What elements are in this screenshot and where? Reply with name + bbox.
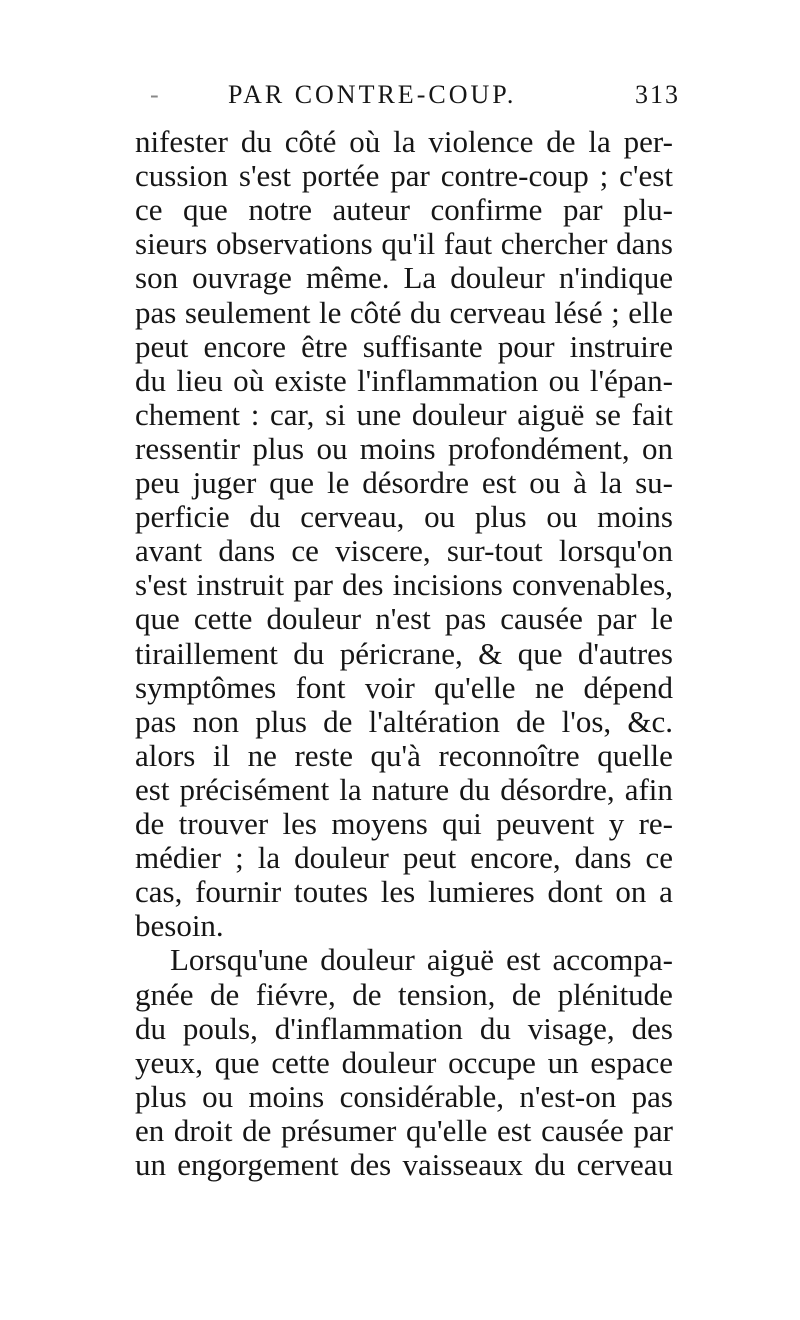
text-line: Lorsqu'une douleur aiguë est accompa- xyxy=(170,942,673,978)
text-line: chement : car, si une douleur aiguë se fait xyxy=(135,396,673,432)
text-line: est précisément la nature du désordre, afin xyxy=(135,771,673,807)
text-line: que cette douleur n'est pas causée par le xyxy=(135,601,673,637)
text-line: s'est instruit par des incisions convenables, xyxy=(135,567,673,603)
text-line: de trouver les moyens qui peuvent y re- xyxy=(135,806,673,841)
running-head xyxy=(150,80,690,120)
text-line: peu juger que le désordre est ou à la su- xyxy=(135,465,673,500)
text-line: en droit de présumer qu'elle est causée par xyxy=(135,1112,673,1148)
text-line: tiraillement du péricrane, & que d'autres xyxy=(135,635,673,671)
page-number: 313 xyxy=(635,80,680,109)
text-line: cas, fournir toutes les lumieres dont on a xyxy=(135,874,673,910)
text-line: du lieu où existe l'inflammation ou l'épan- xyxy=(135,362,673,398)
text-line: médier ; la douleur peut encore, dans ce xyxy=(135,840,673,876)
text-line: pas non plus de l'altération de l'os, &c. xyxy=(135,703,673,739)
text-line: son ouvrage même. La douleur n'indique xyxy=(135,260,673,296)
text-line: yeux, que cette douleur occupe un espace xyxy=(135,1044,673,1080)
text-line: nifester du côté où la violence de la per- xyxy=(135,124,673,159)
text-line: ce que notre auteur confirme par plu- xyxy=(135,192,673,228)
text-line: besoin. xyxy=(135,908,224,944)
text-line: perficie du cerveau, ou plus ou moins xyxy=(135,499,673,535)
text-line: alors il ne reste qu'à reconnoître quelle xyxy=(135,737,673,773)
text-line: ressentir plus ou moins profondément, on xyxy=(135,430,673,466)
text-line: un engorgement des vaisseaux du cerveau xyxy=(135,1147,673,1182)
text-line: cussion s'est portée par contre-coup ; c'est xyxy=(135,158,673,194)
text-line: sieurs observations qu'il faut chercher dans xyxy=(135,226,673,262)
text-line: avant dans ce viscere, sur-tout lorsqu'on xyxy=(135,533,673,569)
text-line: pas seulement le côté du cerveau lésé ; elle xyxy=(135,294,673,330)
text-line: du pouls, d'inflammation du visage, des xyxy=(135,1010,673,1046)
text-line: peut encore être suffisante pour instruire xyxy=(135,328,673,364)
header-mark: - xyxy=(150,80,162,109)
text-line: gnée de fiévre, de tension, de plénitude xyxy=(135,976,673,1012)
running-title: PAR CONTRE-COUP. xyxy=(228,80,517,109)
text-line: plus ou moins considérable, n'est-on pas xyxy=(135,1078,673,1114)
text-line: symptômes font voir qu'elle ne dépend xyxy=(135,669,673,705)
